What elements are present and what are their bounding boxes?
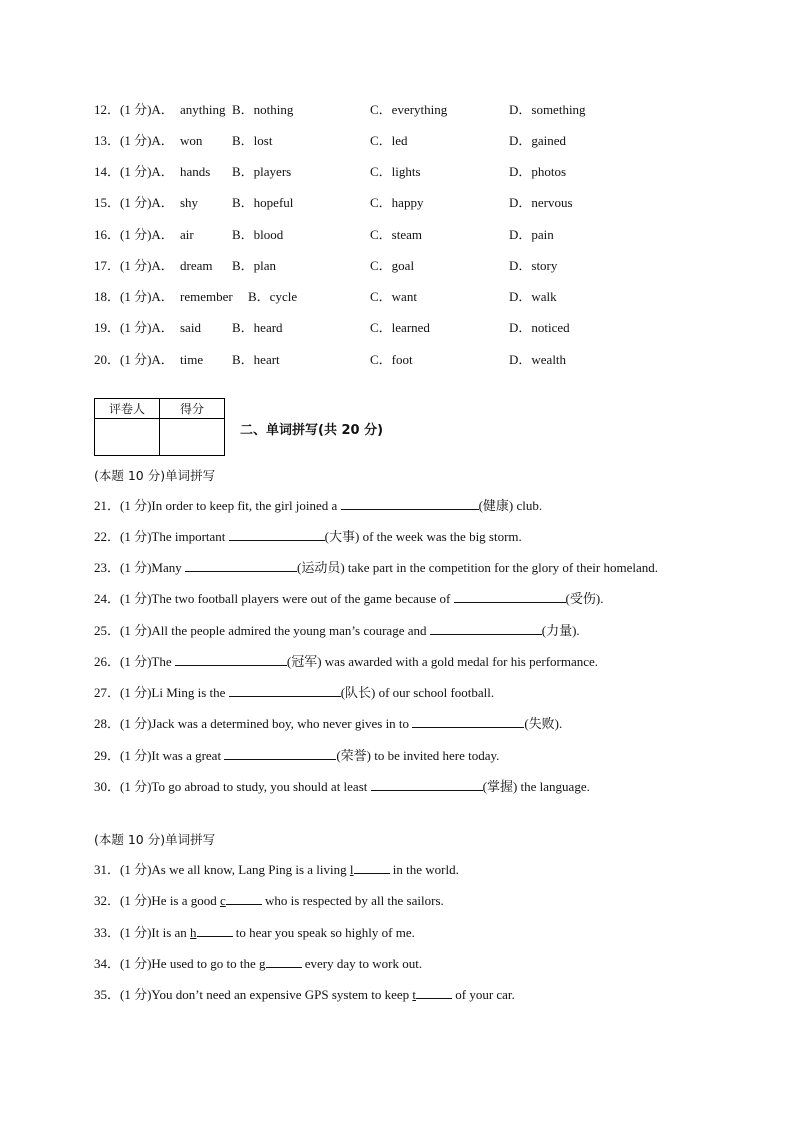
option-d: D．walk [509, 289, 557, 304]
question-text: 30．(1 分)To go abroad to study, you should at least [94, 779, 371, 794]
answer-blank[interactable] [454, 589, 566, 603]
option-a: remember [180, 289, 233, 304]
answer-letter: h [190, 925, 197, 940]
question-hint: (失败). [524, 716, 563, 731]
option-a: hands [180, 164, 211, 179]
part1-note: (本题 10 分)单词拼写 [94, 468, 216, 483]
question-text: 31．(1 分)As we all know, Lang Ping is a living [94, 862, 350, 877]
question-number: 13．(1 分)A． [94, 133, 174, 148]
question-text: 27．(1 分)Li Ming is the [94, 685, 229, 700]
question-hint: (冠军) was awarded with a gold medal for his performance. [286, 654, 599, 669]
option-b: B．nothing [232, 102, 294, 117]
option-a: said [180, 320, 201, 335]
question-21 [94, 496, 542, 516]
answer-blank[interactable] [416, 985, 452, 999]
question-hint: (大事) of the week was the big storm. [324, 529, 522, 544]
answer-blank[interactable] [341, 496, 479, 510]
option-d: D．noticed [509, 320, 570, 335]
answer-blank[interactable] [229, 683, 341, 697]
question-text: 28．(1 分)Jack was a determined boy, who never gives in to [94, 716, 413, 731]
question-text: 23．(1 分)Many [94, 560, 185, 575]
option-b: B．players [232, 164, 292, 179]
option-b: B．heard [232, 320, 283, 335]
section-title: 二、单词拼写(共 20 分) [240, 423, 384, 438]
option-a: air [180, 227, 194, 242]
option-d: D．story [509, 258, 558, 273]
question-23 [94, 558, 658, 578]
question-text: 29．(1 分)It was a great [94, 748, 225, 763]
part2-note: (本题 10 分)单词拼写 [94, 832, 216, 847]
question-text: 26．(1 分)The [94, 654, 175, 669]
answer-blank[interactable] [226, 891, 262, 905]
question-text: 25．(1 分)All the people admired the young man’s courage and [94, 623, 430, 638]
option-c: C．happy [370, 195, 424, 210]
question-text: 24．(1 分)The two football players were out of the game because of [94, 591, 454, 606]
answer-blank[interactable] [197, 923, 233, 937]
option-d: D．pain [509, 227, 554, 242]
grader-cell [95, 419, 160, 456]
question-text: 35．(1 分)You don’t need an expensive GPS system to keep [94, 987, 413, 1002]
option-b: B．blood [232, 227, 284, 242]
question-number: 12．(1 分)A． [94, 102, 174, 117]
question-rest: in the world. [389, 862, 459, 877]
answer-blank[interactable] [371, 777, 483, 791]
question-rest: to hear you speak so highly of me. [232, 925, 415, 940]
question-31 [94, 860, 459, 880]
question-number: 19．(1 分)A． [94, 320, 174, 335]
question-text: 34．(1 分)He used to go to the [94, 956, 260, 971]
score-table [94, 398, 225, 456]
question-hint: (运动员) take part in the competition for the glory of their homeland. [297, 560, 659, 575]
question-33 [94, 923, 415, 943]
question-text: 22．(1 分)The important [94, 529, 229, 544]
answer-blank[interactable] [430, 621, 542, 635]
option-b: B．hopeful [232, 195, 294, 210]
question-text: 32．(1 分)He is a good [94, 893, 221, 908]
question-number: 16．(1 分)A． [94, 227, 174, 242]
option-c: C．learned [370, 320, 430, 335]
option-b: B．lost [232, 133, 273, 148]
option-c: C．lights [370, 164, 421, 179]
option-c: C．foot [370, 352, 413, 367]
answer-letter: t [412, 987, 416, 1002]
question-number: 20．(1 分)A． [94, 352, 174, 367]
score-header: 得分 [160, 399, 225, 419]
answer-blank[interactable] [229, 527, 325, 541]
option-b: B．plan [232, 258, 277, 273]
question-22 [94, 527, 522, 547]
answer-blank[interactable] [175, 652, 287, 666]
option-c: C．steam [370, 227, 422, 242]
option-d: D．gained [509, 133, 567, 148]
question-28 [94, 714, 562, 734]
answer-blank[interactable] [354, 860, 390, 874]
question-hint: (队长) of our school football. [340, 685, 495, 700]
option-d: D．wealth [509, 352, 567, 367]
question-26 [94, 652, 598, 672]
question-number: 14．(1 分)A． [94, 164, 174, 179]
option-a: dream [180, 258, 213, 273]
question-24 [94, 589, 603, 609]
option-c: C．led [370, 133, 408, 148]
answer-blank[interactable] [224, 746, 336, 760]
question-hint: (健康) club. [478, 498, 543, 513]
option-d: D．photos [509, 164, 567, 179]
option-c: C．everything [370, 102, 448, 117]
question-hint: (荣誉) to be invited here today. [336, 748, 500, 763]
question-rest: of your car. [451, 987, 515, 1002]
question-rest: every day to work out. [301, 956, 423, 971]
question-text: 33．(1 分)It is an [94, 925, 191, 940]
question-text: 21．(1 分)In order to keep fit, the girl joined a [94, 498, 341, 513]
option-d: D．nervous [509, 195, 573, 210]
question-number: 17．(1 分)A． [94, 258, 174, 273]
grader-header: 评卷人 [95, 399, 160, 419]
answer-blank[interactable] [412, 714, 524, 728]
question-30 [94, 777, 590, 797]
question-number: 18．(1 分)A． [94, 289, 174, 304]
question-25 [94, 621, 580, 641]
question-29 [94, 746, 499, 766]
option-a: time [180, 352, 204, 367]
question-35 [94, 985, 515, 1005]
option-a: won [180, 133, 203, 148]
question-number: 15．(1 分)A． [94, 195, 174, 210]
answer-letter: l [349, 862, 354, 877]
answer-letter: c [220, 893, 226, 908]
option-c: C．want [370, 289, 417, 304]
answer-letter: g [259, 956, 266, 971]
question-27 [94, 683, 494, 703]
option-a: anything [180, 102, 226, 117]
answer-blank[interactable] [185, 558, 297, 572]
option-b: B．heart [232, 352, 280, 367]
option-b: B．cycle [248, 289, 298, 304]
question-hint: (受伤). [565, 591, 604, 606]
answer-blank[interactable] [266, 954, 302, 968]
question-hint: (掌握) the language. [482, 779, 590, 794]
option-a: shy [180, 195, 199, 210]
question-rest: who is respected by all the sailors. [261, 893, 444, 908]
score-cell [160, 419, 225, 456]
option-d: D．something [509, 102, 586, 117]
question-34 [94, 954, 422, 974]
question-hint: (力量). [541, 623, 580, 638]
option-c: C．goal [370, 258, 415, 273]
question-32 [94, 891, 444, 911]
